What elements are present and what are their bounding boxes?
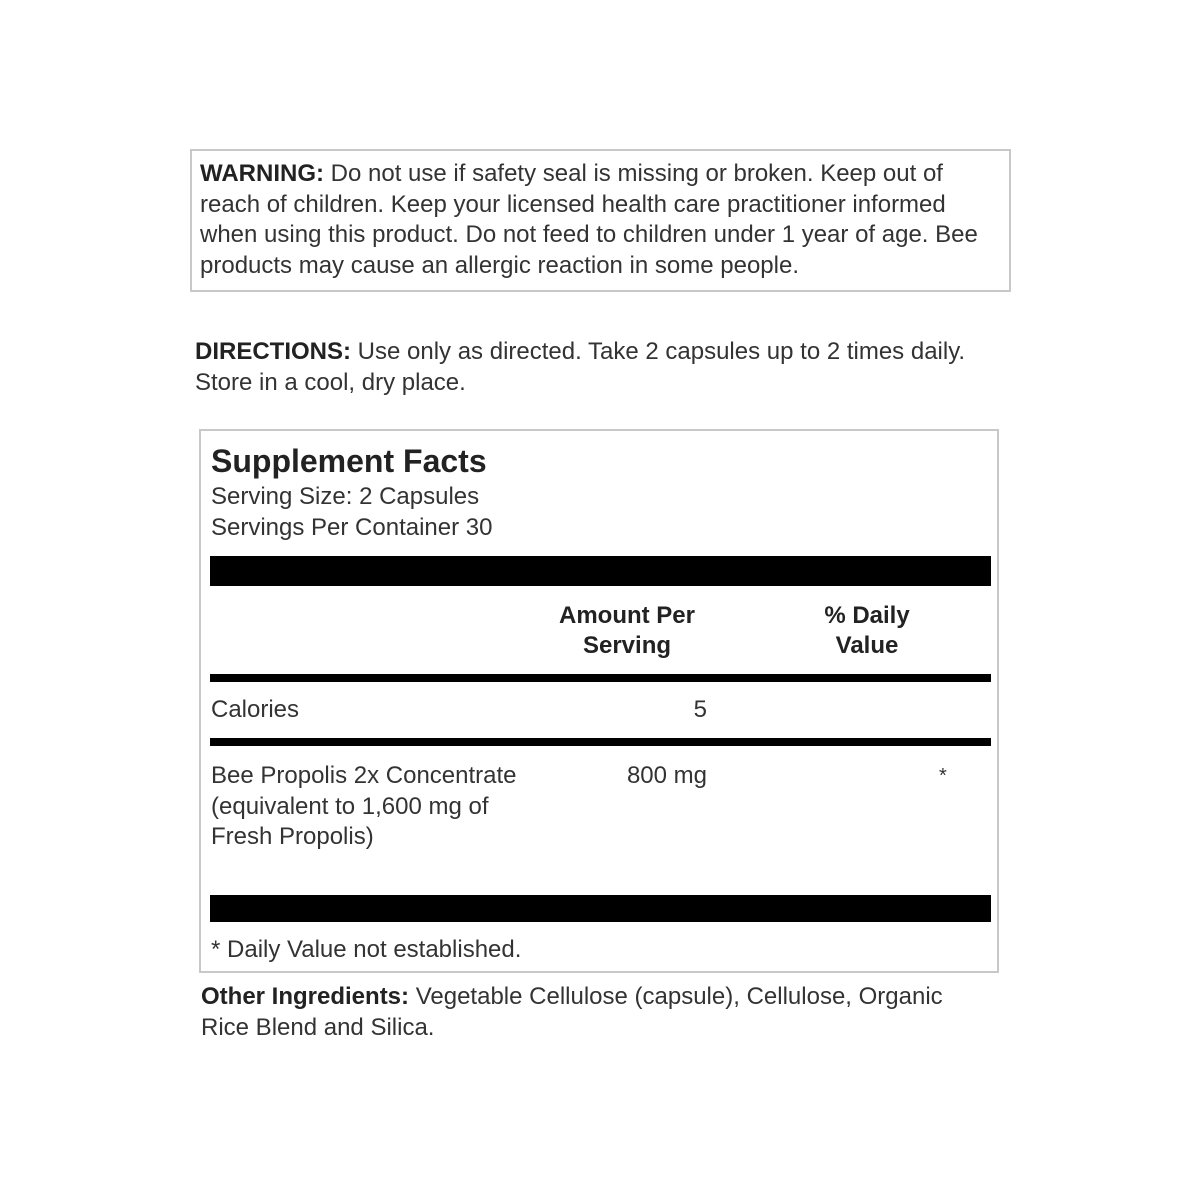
daily-value-footnote: * Daily Value not established. [211, 936, 522, 963]
other-ingredients-section [201, 982, 991, 1043]
dv-header-line1: % Daily [824, 602, 910, 629]
warning-box [190, 149, 1011, 292]
thick-divider-bottom [210, 895, 991, 922]
other-ingredients-label: Other Ingredients: [201, 983, 410, 1010]
amount-header-line2: Serving [582, 632, 672, 659]
directions-section [195, 337, 1005, 398]
servings-per-container: Servings Per Container 30 [211, 514, 493, 541]
serving-size: Serving Size: 2 Capsules [211, 483, 480, 510]
directions-text: Use only as directed. Take 2 capsules up to 2 times daily. Store in a cool, dry place. [195, 338, 966, 396]
amount-header-line1: Amount Per [558, 602, 695, 629]
supplement-facts-panel [199, 429, 999, 973]
bee-propolis-amount: 800 mg [626, 762, 707, 789]
other-ingredients-text: Vegetable Cellulose (capsule), Cellulose, Organic Rice Blend and Silica. [201, 983, 943, 1041]
calories-amount: 5 [693, 696, 707, 723]
warning-text: Do not use if safety seal is missing or broken. Keep out of reach of children. Keep your licensed health care practitioner informed when using this product. Do not feed to children under 1 year of age. Bee products may cause an allergic reaction in some people. [200, 160, 978, 279]
column-header-amount [527, 601, 727, 661]
column-header-daily-value [787, 601, 947, 661]
dv-header-line2: Value [835, 632, 899, 659]
directions-label: DIRECTIONS: [195, 338, 351, 365]
divider-header [210, 674, 991, 682]
thick-divider-top [210, 556, 991, 586]
calories-label: Calories [211, 696, 300, 723]
supplement-facts-title: Supplement Facts [211, 443, 487, 479]
bee-propolis-label: Bee Propolis 2x Concentrate (equivalent to 1,600 mg of Fresh Propolis) [211, 762, 517, 850]
warning-label: WARNING: [200, 160, 324, 187]
bee-propolis-daily-value: * [939, 765, 947, 787]
divider-calories [210, 738, 991, 746]
